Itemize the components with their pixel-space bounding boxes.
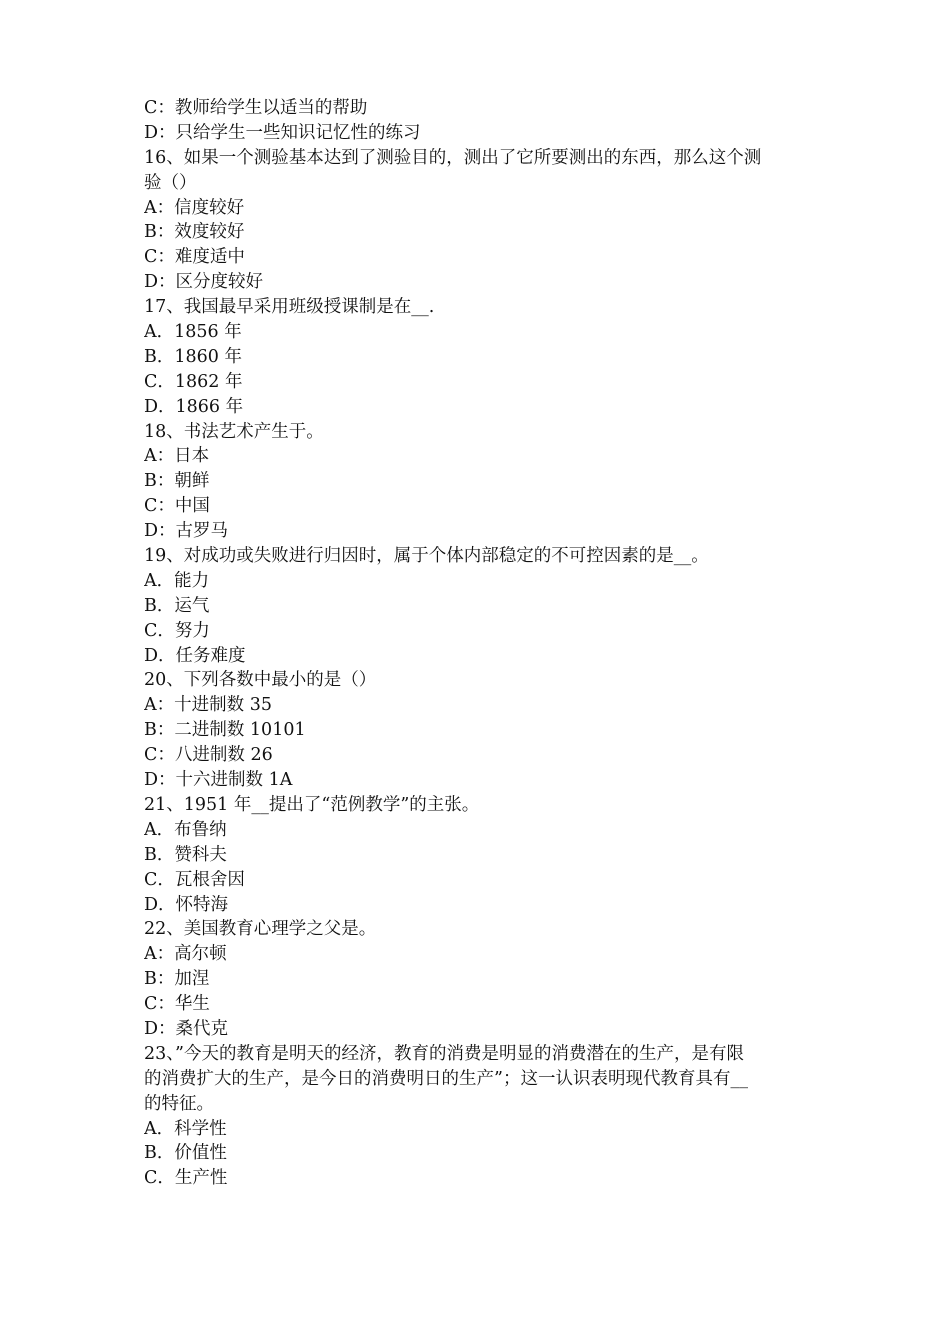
option-15c: C：教师给学生以适当的帮助 bbox=[144, 98, 368, 118]
option-19d: D．任务难度 bbox=[144, 645, 246, 666]
question-23-line-1: 23、”今天的教育是明天的经济，教育的消费是明显的消费潜在的生产，是有限 bbox=[144, 1043, 744, 1064]
question-20: 20、下列各数中最小的是（） bbox=[144, 670, 377, 691]
option-21c: C．瓦根舍因 bbox=[144, 869, 245, 890]
question-18: 18、书法艺术产生于。 bbox=[144, 421, 324, 442]
question-23-line-3: 的特征。 bbox=[144, 1093, 214, 1114]
option-16b: B：效度较好 bbox=[144, 222, 245, 243]
question-16-line-2: 验（） bbox=[144, 172, 197, 193]
option-16a: A：信度较好 bbox=[144, 197, 245, 218]
option-23b: B．价值性 bbox=[144, 1143, 227, 1164]
question-23-line-2: 的消费扩大的生产，是今日的消费明日的生产”；这一认识表明现代教育具有__ bbox=[144, 1068, 748, 1089]
option-23c: C．生产性 bbox=[144, 1168, 228, 1189]
option-17b: B．1860 年 bbox=[144, 346, 242, 367]
option-20b: B：二进制数 10101 bbox=[144, 720, 306, 741]
option-17c: C．1862 年 bbox=[144, 371, 243, 392]
option-20d: D：十六进制数 1A bbox=[144, 770, 293, 791]
option-18a: A：日本 bbox=[144, 446, 210, 467]
question-17: 17、我国最早采用班级授课制是在__. bbox=[144, 297, 435, 318]
question-19: 19、对成功或失败进行归因时，属于个体内部稳定的不可控因素的是__。 bbox=[144, 546, 709, 567]
question-21: 21、1951 年__提出了“范例教学”的主张。 bbox=[144, 794, 480, 815]
option-18b: B：朝鲜 bbox=[144, 471, 210, 492]
question-22: 22、美国教育心理学之父是。 bbox=[144, 919, 377, 940]
option-23a: A．科学性 bbox=[144, 1118, 227, 1139]
option-15d: D：只给学生一些知识记忆性的练习 bbox=[144, 122, 421, 143]
option-20c: C：八进制数 26 bbox=[144, 745, 273, 766]
document-page bbox=[144, 96, 812, 1191]
option-22a: A：高尔顿 bbox=[144, 944, 227, 965]
option-17a: A．1856 年 bbox=[144, 322, 242, 343]
option-18c: C：中国 bbox=[144, 496, 210, 517]
option-18d: D：古罗马 bbox=[144, 521, 229, 542]
option-19a: A．能力 bbox=[144, 570, 210, 591]
option-21d: D．怀特海 bbox=[144, 894, 229, 915]
question-16-line-1: 16、如果一个测验基本达到了测验目的，测出了它所要测出的东西，那么这个测 bbox=[144, 147, 762, 168]
option-20a: A：十进制数 35 bbox=[144, 695, 272, 716]
option-17d: D．1866 年 bbox=[144, 396, 244, 417]
option-22b: B：加涅 bbox=[144, 969, 210, 990]
option-19c: C．努力 bbox=[144, 620, 210, 641]
option-16c: C：难度适中 bbox=[144, 247, 245, 268]
option-22c: C：华生 bbox=[144, 994, 210, 1015]
option-21b: B．赞科夫 bbox=[144, 844, 227, 865]
option-16d: D：区分度较好 bbox=[144, 272, 264, 293]
option-19b: B．运气 bbox=[144, 595, 210, 616]
option-22d: D：桑代克 bbox=[144, 1018, 229, 1039]
option-21a: A．布鲁纳 bbox=[144, 819, 227, 840]
